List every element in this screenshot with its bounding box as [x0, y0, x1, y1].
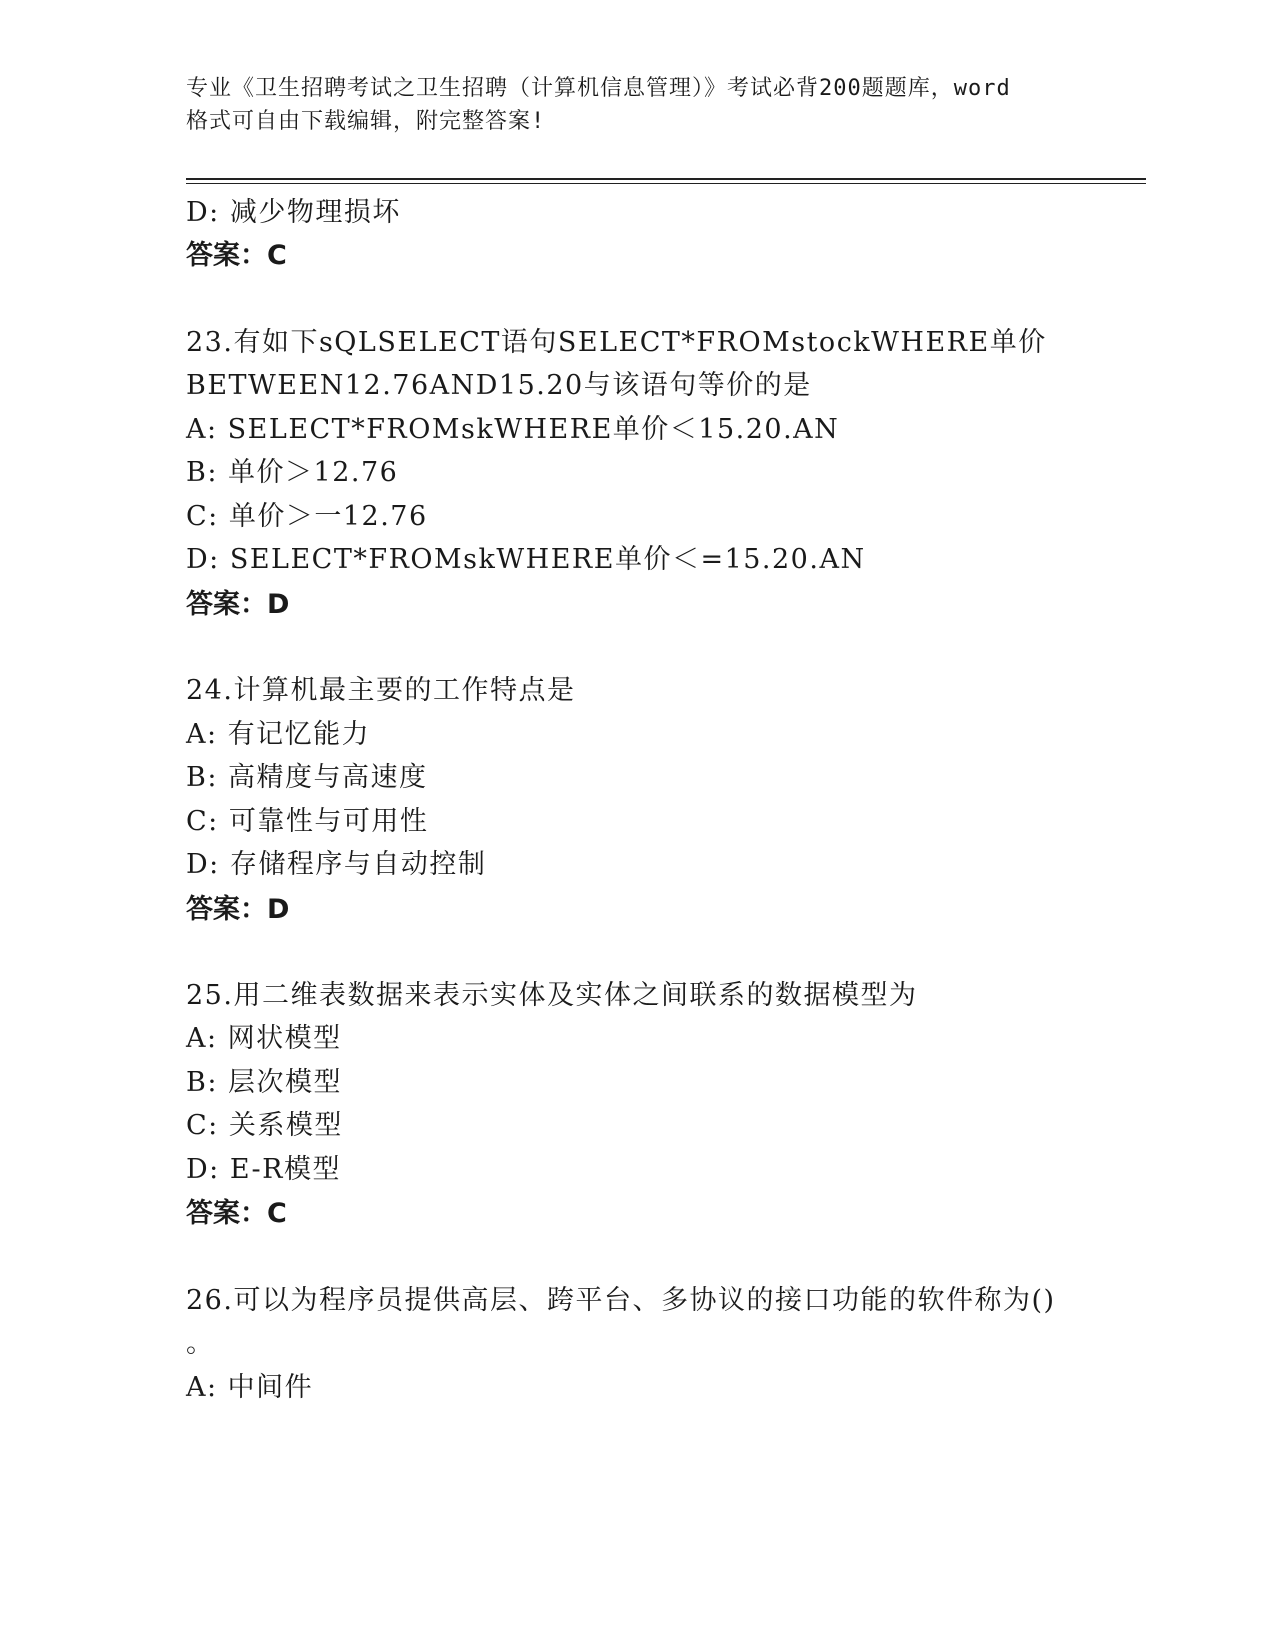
q23-option-b: B: 单价＞12.76 — [186, 457, 399, 488]
q23-stem-line-2: BETWEEN12.76AND15.20与该语句等价的是 — [186, 370, 812, 401]
q26-stem-line-2: 。 — [186, 1328, 215, 1359]
q24-option-b: B: 高精度与高速度 — [186, 762, 428, 793]
q23-option-a: A: SELECT*FROMskWHERE单价＜15.20.AN — [186, 414, 840, 445]
q23-stem-line-1: 23.有如下sQLSELECT语句SELECT*FROMstockWHERE单价 — [186, 327, 1047, 358]
header-line-2: 格式可自由下载编辑，附完整答案! — [186, 109, 546, 134]
q23-option-c: C: 单价＞一12.76 — [186, 501, 428, 532]
q25-answer: 答案：C — [186, 1198, 287, 1229]
prev-answer: 答案：C — [186, 240, 287, 271]
q25-option-d: D: E-R模型 — [186, 1154, 341, 1185]
q24-option-c: C: 可靠性与可用性 — [186, 806, 429, 837]
q23-option-d: D: SELECT*FROMskWHERE单价＜=15.20.AN — [186, 544, 866, 575]
header-divider-thick — [186, 178, 1146, 180]
q24-answer: 答案：D — [186, 894, 290, 925]
q25-option-b: B: 层次模型 — [186, 1067, 343, 1098]
q26-option-a: A: 中间件 — [186, 1372, 314, 1403]
header-divider-thin — [186, 183, 1146, 184]
q24-option-a: A: 有记忆能力 — [186, 719, 371, 750]
q25-stem: 25.用二维表数据来表示实体及实体之间联系的数据模型为 — [186, 980, 918, 1011]
q24-stem: 24.计算机最主要的工作特点是 — [186, 675, 576, 706]
q26-stem-line-1: 26.可以为程序员提供高层、跨平台、多协议的接口功能的软件称为() — [186, 1285, 1056, 1316]
header-line-1: 专业《卫生招聘考试之卫生招聘（计算机信息管理）》考试必背200题题库，word — [186, 76, 1011, 101]
q24-option-d: D: 存储程序与自动控制 — [186, 849, 487, 880]
q25-option-a: A: 网状模型 — [186, 1023, 342, 1054]
q25-option-c: C: 关系模型 — [186, 1110, 343, 1141]
prev-option-d: D: 减少物理损坏 — [186, 197, 401, 228]
q23-answer: 答案：D — [186, 589, 290, 620]
document-header — [186, 72, 1086, 138]
